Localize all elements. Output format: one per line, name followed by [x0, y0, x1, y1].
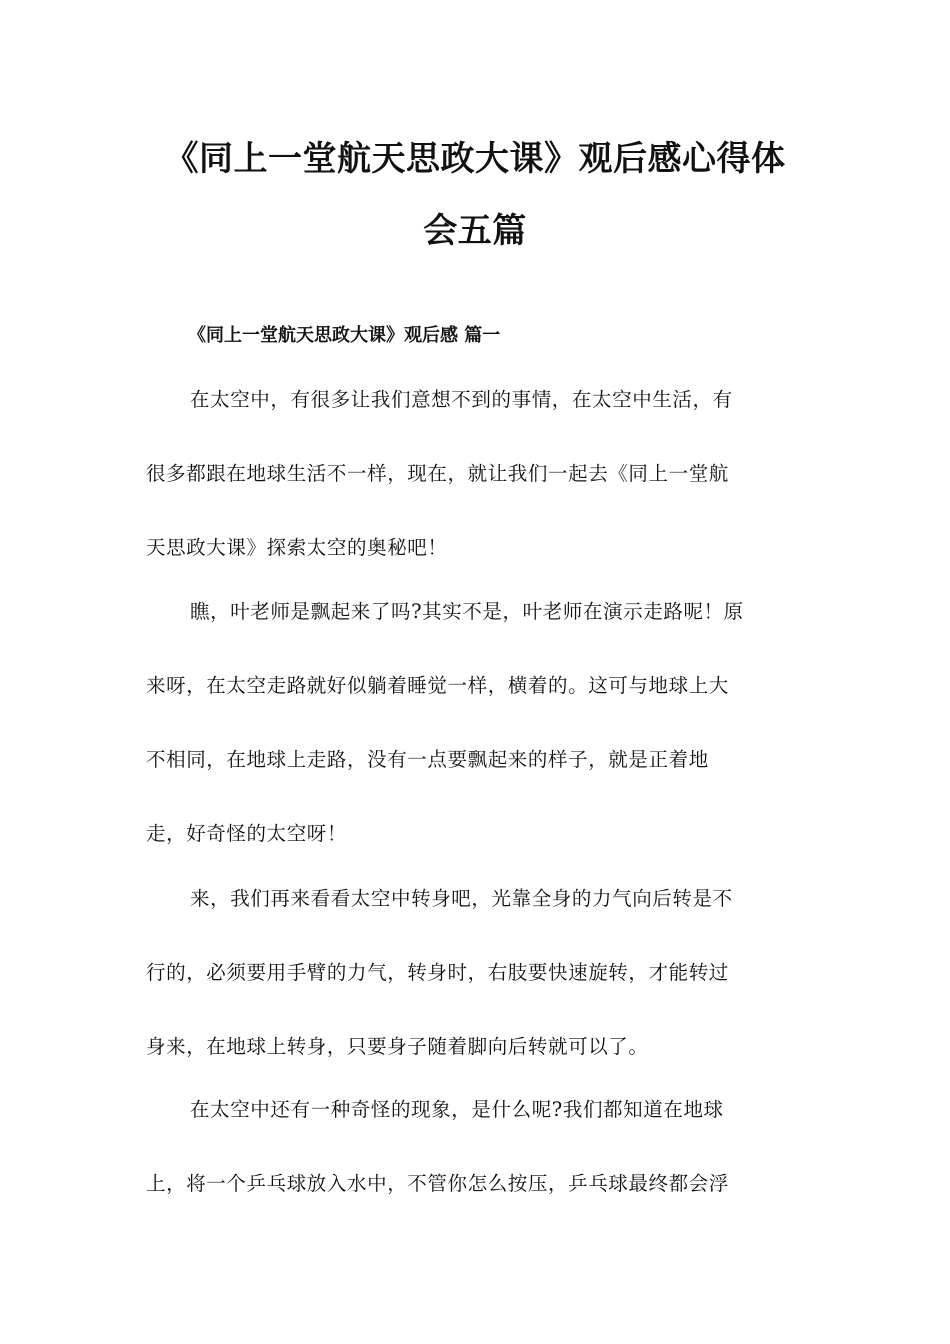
paragraph-2-line-4: 走，好奇怪的太空呀！ [146, 822, 348, 845]
document-title-line-2: 会五篇 [423, 211, 527, 251]
paragraph-1-line-3: 天思政大课》探索太空的奥秘吧！ [146, 536, 448, 559]
paragraph-1-line-1: 在太空中，有很多让我们意想不到的事情，在太空中生活，有 [190, 388, 733, 411]
paragraph-1-line-2: 很多都跟在地球生活不一样，现在，就让我们一起去《同上一堂航 [146, 462, 729, 485]
paragraph-3-line-3: 身来，在地球上转身，只要身子随着脚向后转就可以了。 [146, 1035, 649, 1058]
document-title-line-1: 《同上一堂航天思政大课》观后感心得体 [164, 139, 786, 179]
paragraph-3-line-1: 来，我们再来看看太空中转身吧，光靠全身的力气向后转是不 [190, 887, 733, 910]
section-heading: 《同上一堂航天思政大课》观后感 篇一 [188, 325, 501, 346]
paragraph-2-line-1: 瞧，叶老师是飘起来了吗?其实不是，叶老师在演示走路呢！原 [190, 600, 744, 623]
paragraph-2-line-2: 来呀，在太空走路就好似躺着睡觉一样，横着的。这可与地球上大 [146, 674, 729, 697]
paragraph-4-line-2: 上，将一个乒乓球放入水中，不管你怎么按压，乒乓球最终都会浮 [146, 1172, 729, 1195]
paragraph-2-line-3: 不相同，在地球上走路，没有一点要飘起来的样子，就是正着地 [146, 748, 709, 771]
paragraph-4-line-1: 在太空中还有一种奇怪的现象，是什么呢?我们都知道在地球 [190, 1098, 724, 1121]
paragraph-3-line-2: 行的，必须要用手臂的力气，转身时，右肢要快速旋转，才能转过 [146, 961, 729, 984]
